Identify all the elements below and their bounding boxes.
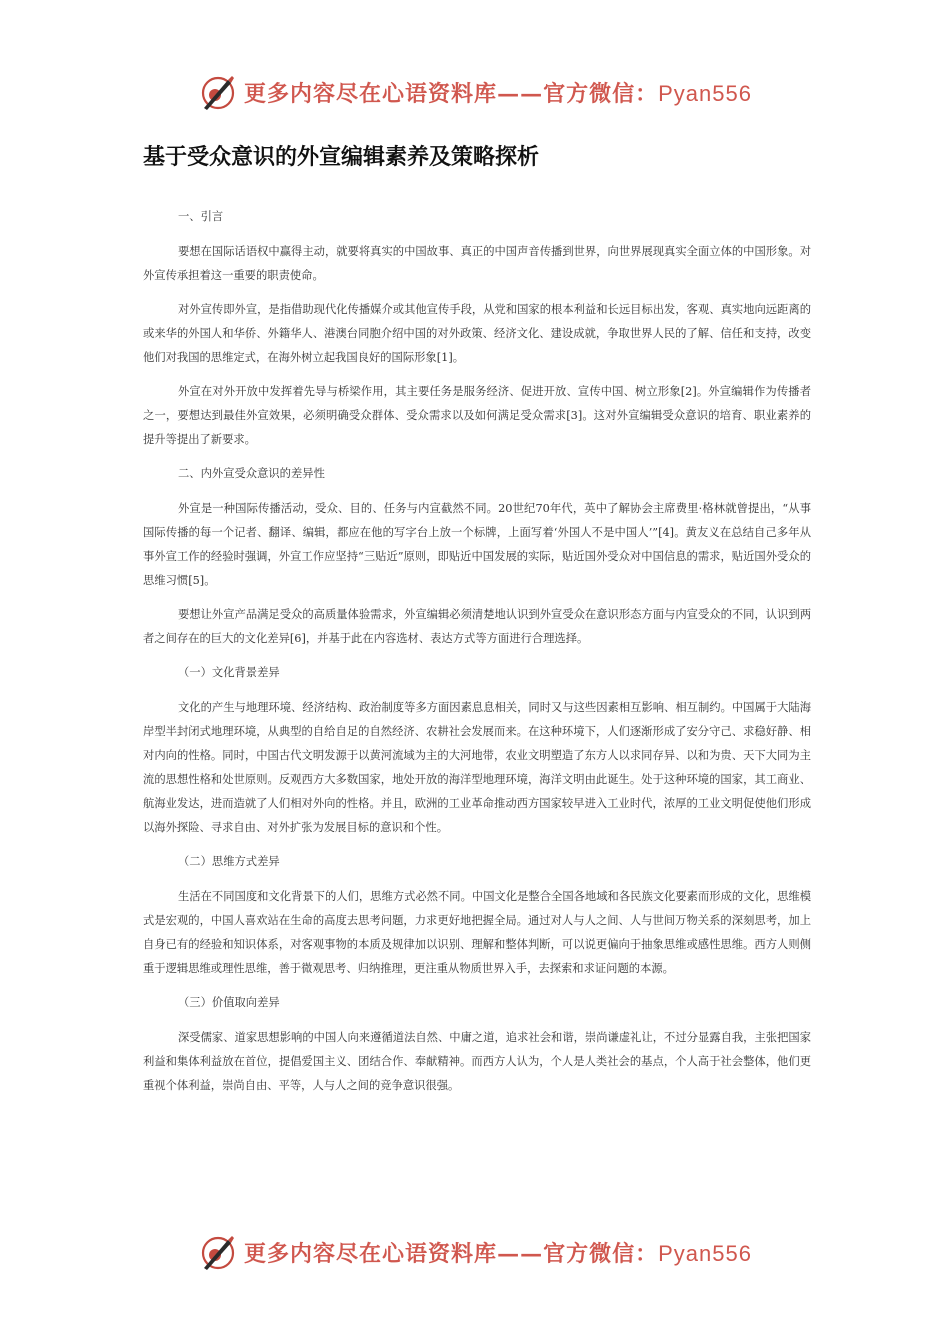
section-heading: （一）文化背景差异 — [178, 666, 280, 679]
article-title: 基于受众意识的外宣编辑素养及策略探析 — [143, 145, 540, 170]
banner-text — [244, 1237, 752, 1268]
paragraph: 文化的产生与地理环境、经济结构、政治制度等多方面因素息息相关，同时又与这些因素相互影响、相互制约。中国属于大陆海岸型半封闭式地理环境，从典型的自给自足的自然经济、农耕社会发展而来。在这种环境下，人们逐渐形成了安分守己、求稳好静、相对内向的性格。同时，中国古代文明发源于以黄河流域为主的大河地带，农业文明塑造了东方人以求同存异、以和为贵、天下大同为主流的思想性格和处世原则。反观西方大多数国家，地处开放的海洋型地理环境，海洋文明由此诞生。处于这种环境的国家，其工商业、航海业发达，进而造就了人们相对外向的性格。并且，欧洲的工业革命推动西方国家较早进入工业时代，浓厚的工业文明促使他们形成以海外探险、寻求自由、对外扩张为发展目标的意识和个性。 — [143, 701, 811, 834]
paragraph: 要想在国际话语权中赢得主动，就要将真实的中国故事、真正的中国声音传播到世界，向世界展现真实全面立体的中国形象。对外宣传承担着这一重要的职责使命。 — [143, 245, 811, 282]
header-watermark-banner — [0, 72, 950, 112]
paragraph: 要想让外宣产品满足受众的高质量体验需求，外宣编辑必须清楚地认识到外宣受众在意识形态方面与内宣受众的不同，认识到两者之间存在的巨大的文化差异[6]，并基于此在内容选材、表达方式等方面进行合理选择。 — [143, 608, 811, 645]
banner-text — [244, 77, 752, 108]
section-heading: 一、引言 — [178, 210, 224, 223]
footer-watermark-banner — [0, 1232, 950, 1272]
banner-main-text: 更多内容尽在心语资料库 — [244, 80, 498, 107]
paragraph: 外宣是一种国际传播活动，受众、目的、任务与内宣截然不同。20世纪70年代，英中了解协会主席费里·格林就曾提出，“从事国际传播的每一个记者、翻译、编辑，都应在他的写字台上放一个标牌，上面写着‘外国人不是中国人’”[4]。黄友义在总结自己多年从事外宣工作的经验时强调，外宣工作应坚持“三贴近”原则，即贴近中国发展的实际，贴近国外受众对中国信息的需求，贴近国外受众的思维习惯[5]。 — [143, 502, 811, 587]
banner-dash: —— — [497, 80, 544, 107]
article-body — [143, 205, 811, 1108]
section-heading: （二）思维方式差异 — [178, 855, 280, 868]
paragraph: 外宣在对外开放中发挥着先导与桥梁作用，其主要任务是服务经济、促进开放、宣传中国、树立形象[2]。外宣编辑作为传播者之一，要想达到最佳外宣效果，必须明确受众群体、受众需求以及如何满足受众需求[3]。这对外宣编辑受众意识的培育、职业素养的提升等提出了新要求。 — [143, 385, 811, 446]
section-heading: （三）价值取向差异 — [178, 996, 280, 1009]
banner-wechat-label: 官方微信： — [543, 1240, 659, 1267]
banner-wechat-id: Pyan556 — [658, 1240, 752, 1266]
section-heading: 二、内外宣受众意识的差异性 — [178, 467, 325, 480]
banner-dash: —— — [497, 1240, 544, 1267]
banner-wechat-label: 官方微信： — [543, 80, 659, 107]
paragraph: 深受儒家、道家思想影响的中国人向来遵循道法自然、中庸之道，追求社会和谐，崇尚谦虚礼让，不过分显露自我，主张把国家利益和集体利益放在首位，提倡爱国主义、团结合作、奉献精神。而西方人认为，个人是人类社会的基点，个人高于社会整体，他们更重视个体利益，崇尚自由、平等，人与人之间的竞争意识很强。 — [143, 1031, 811, 1092]
banner-main-text: 更多内容尽在心语资料库 — [244, 1240, 498, 1267]
paragraph: 生活在不同国度和文化背景下的人们，思维方式必然不同。中国文化是整合全国各地域和各民族文化要素而形成的文化，思维模式是宏观的，中国人喜欢站在生命的高度去思考问题，力求更好地把握全局。通过对人与人之间、人与世间万物关系的深刻思考，加上自身已有的经验和知识体系，对客观事物的本质及规律加以识别、理解和整体判断，可以说更偏向于抽象思维或感性思维。西方人则侧重于逻辑思维或理性思维，善于微观思考、归纳推理，更注重从物质世界入手，去探索和求证问题的本源。 — [143, 890, 811, 975]
pen-logo-icon — [198, 72, 238, 112]
pen-logo-icon — [198, 1232, 238, 1272]
banner-wechat-id: Pyan556 — [658, 80, 752, 106]
paragraph: 对外宣传即外宣，是指借助现代化传播媒介或其他宣传手段，从党和国家的根本利益和长远目标出发，客观、真实地向远距离的或来华的外国人和华侨、外籍华人、港澳台同胞介绍中国的对外政策、经济文化、建设成就，争取世界人民的了解、信任和支持，改变他们对我国的思维定式，在海外树立起我国良好的国际形象[1]。 — [143, 303, 811, 364]
